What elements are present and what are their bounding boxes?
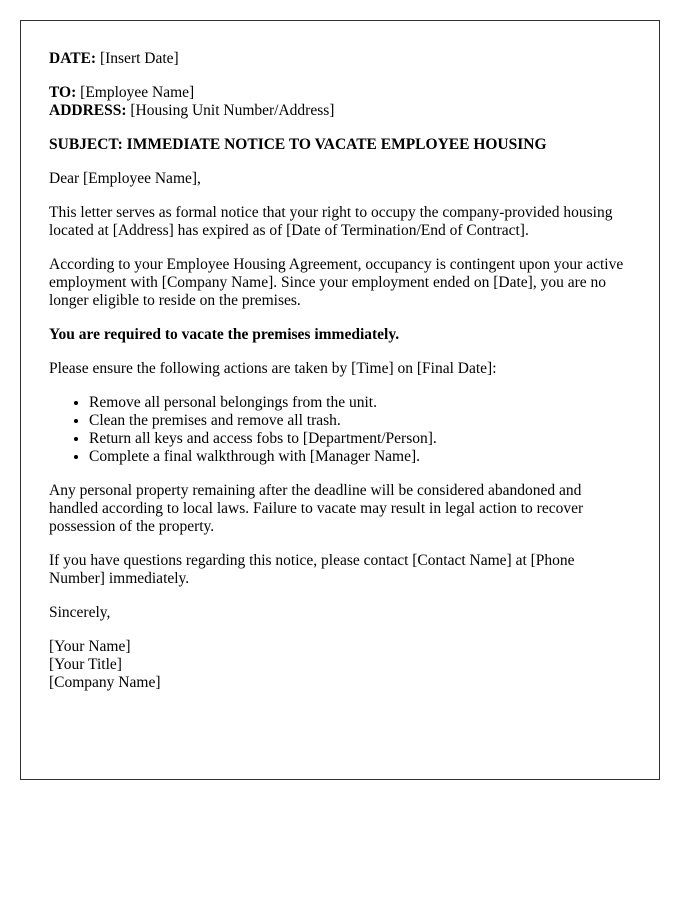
address-label: ADDRESS: <box>49 102 127 119</box>
subject-line: SUBJECT: IMMEDIATE NOTICE TO VACATE EMPLOYEE HOUSING <box>49 136 547 153</box>
salutation: Dear [Employee Name], <box>49 170 201 187</box>
list-item: • Return all keys and access fobs to [Department/Person]. <box>89 430 631 448</box>
actions-list <box>49 394 631 466</box>
date-line <box>49 50 631 68</box>
paragraph-contact: If you have questions regarding this notice, please contact [Contact Name] at [Phone Number] immediately. <box>49 552 575 587</box>
list-item: • Remove all personal belongings from the unit. <box>89 394 631 412</box>
paragraph-notice: This letter serves as formal notice that your right to occupy the company-provided housing located at [Address] has expired as of [Date of Termination/End of Contract]. <box>49 204 613 239</box>
to-value: [Employee Name] <box>80 84 195 101</box>
address-line <box>49 102 631 120</box>
vacate-requirement: You are required to vacate the premises immediately. <box>49 326 400 343</box>
signature-name: [Your Name] <box>49 638 131 655</box>
to-label: TO: <box>49 84 77 101</box>
list-item: • Clean the premises and remove all trash. <box>89 412 631 430</box>
paragraph-agreement: According to your Employee Housing Agreement, occupancy is contingent upon your active employment with [Company Name]. Since your employment ended on [Date], you are no longer eligible to reside on the premises. <box>49 256 624 309</box>
signature-title: [Your Title] <box>49 656 122 673</box>
signature-company: [Company Name] <box>49 674 161 691</box>
signature-block <box>49 638 631 692</box>
paragraph-property: Any personal property remaining after the deadline will be considered abandoned and handled according to local laws. Failure to vacate may result in legal action to recover possession of the property. <box>49 482 584 535</box>
actions-intro: Please ensure the following actions are taken by [Time] on [Final Date]: <box>49 360 497 377</box>
to-line <box>49 84 631 102</box>
date-value: [Insert Date] <box>99 50 179 67</box>
address-value: [Housing Unit Number/Address] <box>130 102 335 119</box>
list-item: • Complete a final walkthrough with [Manager Name]. <box>89 448 631 466</box>
date-label: DATE: <box>49 50 97 67</box>
letter-document <box>20 20 660 780</box>
closing: Sincerely, <box>49 604 111 621</box>
